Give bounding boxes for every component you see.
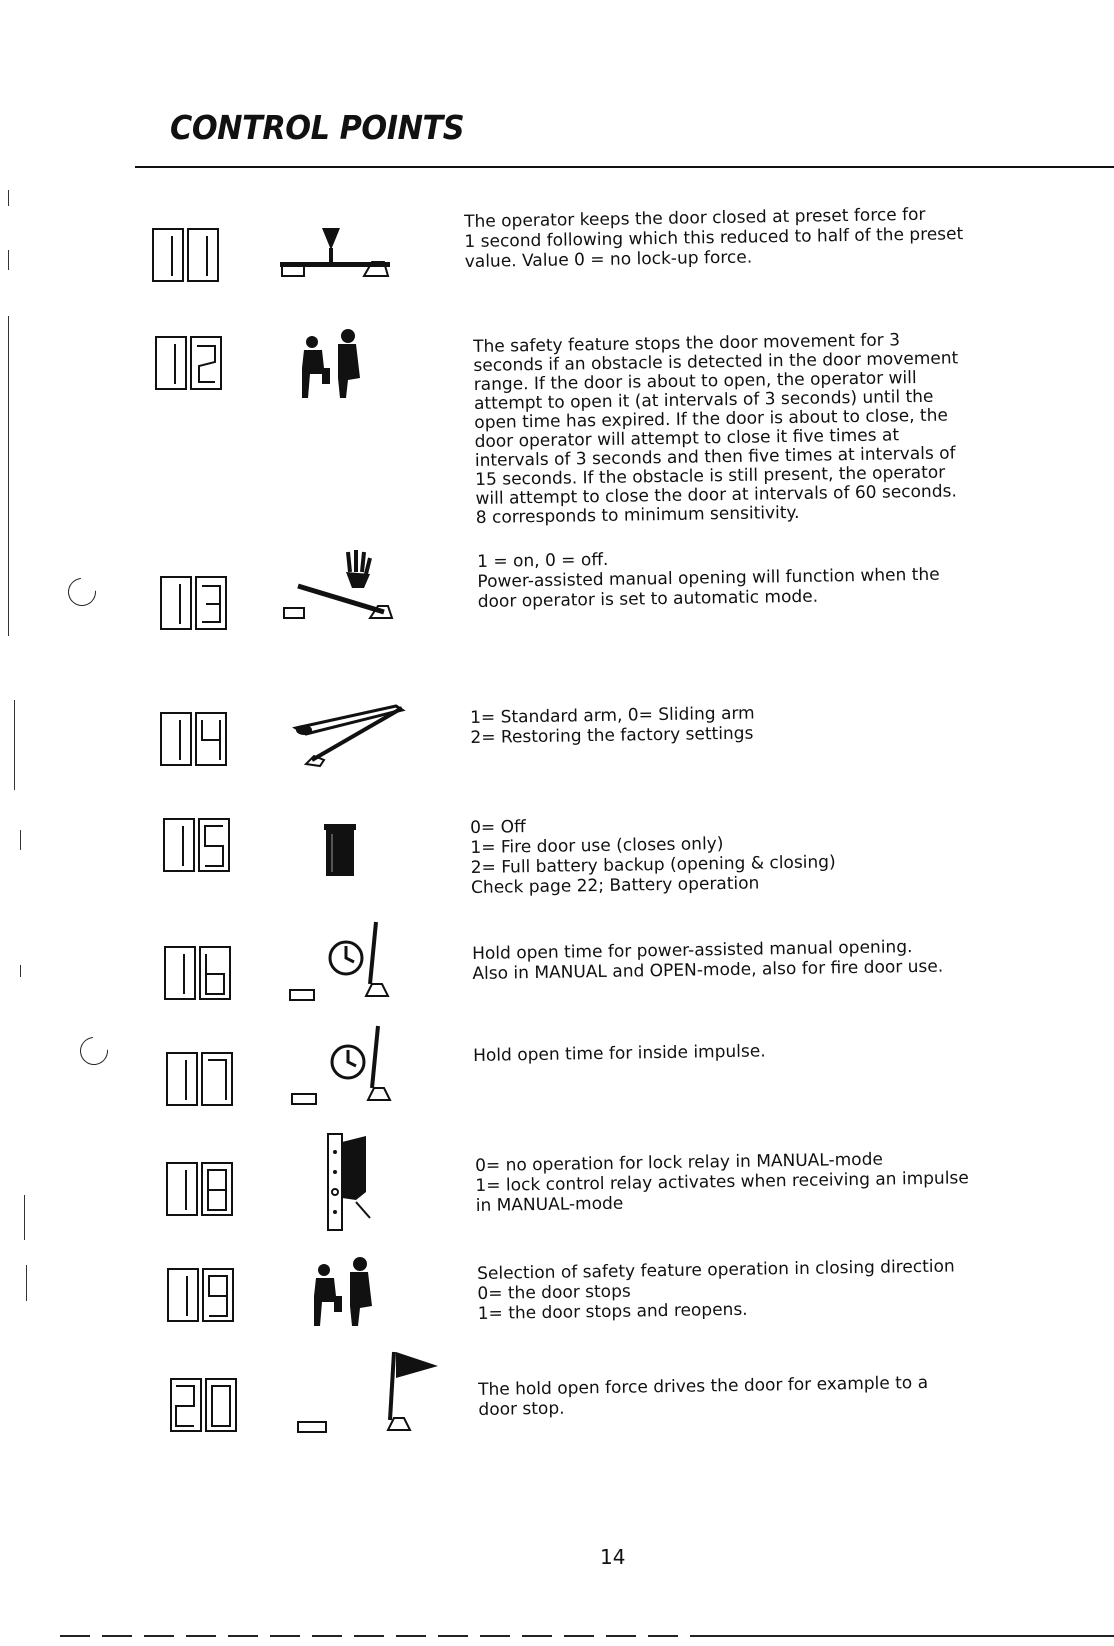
clock-door-open-icon <box>290 920 405 1002</box>
seven-segment-display <box>166 1162 236 1218</box>
margin-mark <box>26 1265 27 1301</box>
lock-up-force-icon <box>280 228 400 283</box>
door-arm-icon <box>292 700 412 770</box>
row-description: Hold open time for inside impulse. <box>473 1041 766 1066</box>
hold-open-flag-icon <box>296 1348 441 1438</box>
clock-door-open-icon <box>292 1024 407 1106</box>
title-rule <box>135 166 1114 168</box>
margin-mark <box>24 1195 25 1240</box>
row-description: The operator keeps the door closed at preset force for 1 second following which this reduced to half of the preset value. Value 0 = no lock-up force. <box>464 204 964 272</box>
person-in-wheelchair-icon <box>300 328 365 400</box>
seven-segment-display <box>170 1378 240 1434</box>
seven-segment-display <box>164 946 234 1002</box>
battery-icon <box>322 822 358 878</box>
seven-segment-display <box>166 1052 236 1108</box>
row-description: 1 = on, 0 = off. Power-assisted manual opening will function when the door operator is set to automatic mode. <box>477 549 940 612</box>
page-number: 14 <box>600 1545 626 1569</box>
row-description: The hold open force drives the door for example to a door stop. <box>478 1372 929 1420</box>
margin-mark <box>20 965 21 977</box>
margin-mark <box>8 316 9 636</box>
row-description: 0= no operation for lock relay in MANUAL-mode 1= lock control relay activates when receiving an impulse in MANUAL-mode <box>475 1149 969 1216</box>
margin-mark <box>8 190 9 206</box>
row-description: Selection of safety feature operation in closing direction 0= the door stops 1= the door stops and reopens. <box>477 1256 955 1324</box>
seven-segment-display <box>163 818 233 874</box>
seven-segment-display <box>155 336 225 392</box>
hand-push-door-icon <box>284 550 404 622</box>
seven-segment-display <box>160 576 230 632</box>
lock-relay-icon <box>326 1132 376 1232</box>
row-description: The safety feature stops the door movement for 3 seconds if an obstacle is detected in the door movement range. If the door is about to open, the operator will attempt to open it (at intervals of 3 seconds) until the open time has expired. If the door is about to close, the door operator will attempt to close it five times at intervals of 3 seconds and then five times at intervals of 15 seconds. If the obstacle is still present, the operator will attempt to close the door at intervals of 60 seconds. 8 corresponds to minimum sensitivity. <box>472 330 959 528</box>
bottom-dashed-rule <box>0 1633 1114 1639</box>
seven-segment-display <box>152 228 222 284</box>
page-title: CONTROL POINTS <box>170 108 465 147</box>
margin-mark <box>14 700 15 790</box>
row-description: 1= Standard arm, 0= Sliding arm 2= Restoring the factory settings <box>470 703 755 748</box>
punch-hole-mark <box>74 1031 113 1070</box>
person-in-wheelchair-icon <box>312 1256 377 1328</box>
punch-hole-mark <box>62 572 101 611</box>
row-description: 0= Off 1= Fire door use (closes only) 2= Full battery backup (opening & closing) Check page 22; Battery operation <box>470 817 836 898</box>
margin-mark <box>20 830 21 850</box>
seven-segment-display <box>167 1268 237 1324</box>
seven-segment-display <box>160 712 230 768</box>
margin-mark <box>8 250 9 270</box>
row-description: Hold open time for power-assisted manual opening. Also in MANUAL and OPEN-mode, also for fire door use. <box>472 937 944 984</box>
